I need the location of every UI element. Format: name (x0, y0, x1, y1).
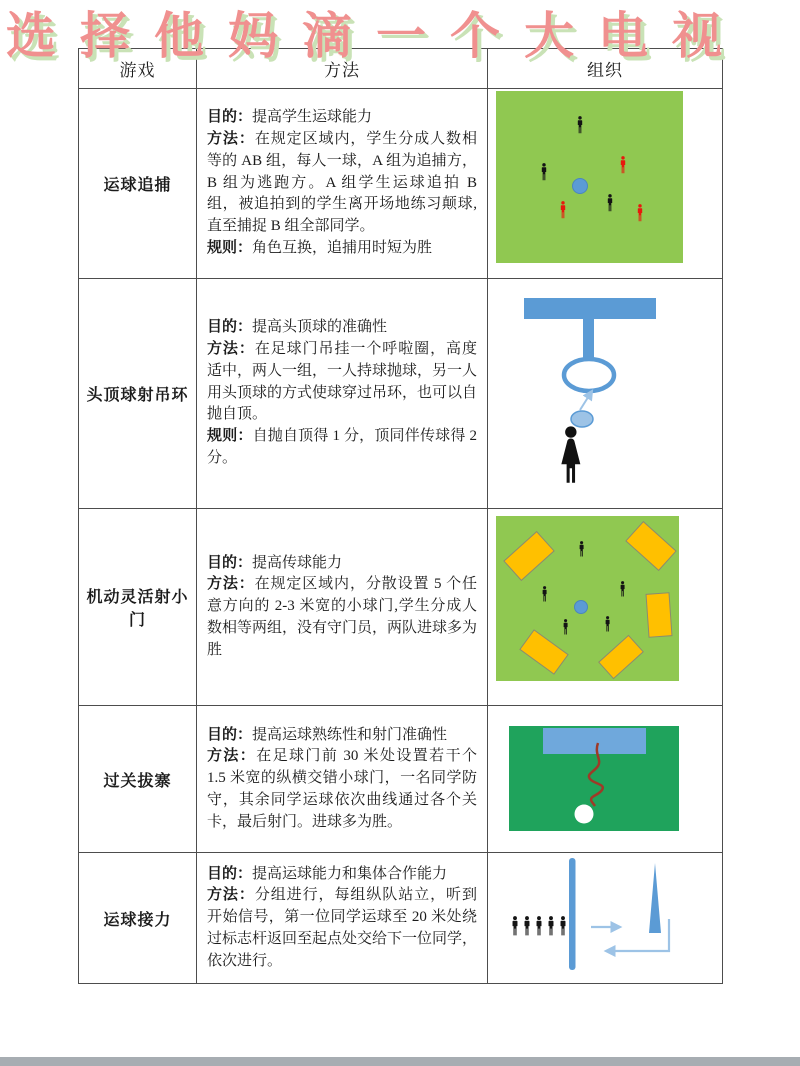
purpose-text: 提高学生运球能力 (252, 109, 373, 126)
method-text: 分组进行，每组纵队站立，听到开始信号，第一位同学运球至 20 米处绕过标志杆返回至起点处交给下一位同学，依次进行。 (207, 887, 478, 969)
diagram-relay (488, 853, 722, 983)
organization-cell (488, 509, 723, 706)
person-icon (525, 916, 530, 935)
diagram-small-goals (488, 509, 722, 705)
games-table (78, 48, 723, 984)
method-cell (197, 279, 488, 509)
method-text: 在足球门吊挂一个呼啦圈，高度适中，两人一组，一人持球抛球，另一人用头顶球的方式使球穿过吊环，也可以自抛自顶。 (207, 341, 478, 423)
method-label: 方法： (207, 576, 255, 593)
organization-cell (488, 706, 723, 853)
method-label: 方法： (207, 887, 255, 904)
purpose-label: 目的： (207, 726, 253, 743)
organization-cell (488, 89, 723, 279)
person-icon (513, 916, 518, 935)
purpose-text: 提高传球能力 (252, 554, 343, 571)
game-name: 运球接力 (79, 853, 197, 984)
method-label: 方法： (207, 748, 257, 765)
start-line (569, 858, 576, 970)
person-icon (549, 916, 554, 935)
header-method: 方法 (197, 49, 488, 89)
person-icon (561, 916, 566, 935)
purpose-text: 提高头顶球的准确性 (252, 319, 388, 336)
purpose-label: 目的： (207, 109, 253, 126)
purpose-label: 目的： (207, 319, 253, 336)
goal-crossbar (524, 298, 656, 319)
bottom-gray-bar (0, 1057, 800, 1066)
person-icon (561, 426, 580, 482)
field (496, 91, 683, 263)
table-row (79, 89, 723, 279)
header-organization: 组织 (488, 49, 723, 89)
goal-area (543, 728, 646, 754)
game-name: 运球追捕 (79, 89, 197, 279)
method-cell (197, 853, 488, 984)
diagram-dribbling-chase (488, 89, 722, 278)
purpose-text: 提高运球能力和集体合作能力 (252, 865, 448, 882)
method-cell (197, 706, 488, 853)
method-label: 方法： (207, 341, 255, 358)
method-cell (197, 89, 488, 279)
game-name: 过关拔寨 (79, 706, 197, 853)
table-header-row (79, 49, 723, 89)
ball-icon (573, 179, 588, 194)
game-name: 头顶球射吊环 (79, 279, 197, 509)
purpose-label: 目的： (207, 554, 253, 571)
table-row (79, 706, 723, 853)
organization-cell (488, 853, 723, 984)
diagram-slalom-shoot (488, 706, 722, 852)
rule-text: 自抛自顶得 1 分，顶同伴传球得 2 分。 (207, 428, 477, 466)
purpose-text: 提高运球熟练性和射门准确性 (252, 726, 448, 743)
table-row (79, 853, 723, 984)
method-text: 在规定区域内，分散设置 5 个任意方向的 2-3 米宽的小球门,学生分成人数相等两组，没有守门员，两队进球多为胜 (207, 576, 478, 658)
table-row (79, 509, 723, 706)
watermark-text: 选择他妈滴一个大电视 (6, 6, 746, 65)
marker-pole-icon (649, 863, 661, 933)
purpose-label: 目的： (207, 865, 253, 882)
ball-icon (575, 601, 588, 614)
rule-label: 规则： (207, 428, 253, 445)
rule-text: 角色互换，追捕用时短为胜 (252, 239, 433, 256)
rule-label: 规则： (207, 239, 253, 256)
method-text: 在规定区域内，学生分成人数相等的 AB 组，每人一球，A 组为追捕方，B 组为逃跑方。A 组学生运球追拍 B 组，被追拍到的学生离开场地练习颠球,直至捕捉 B 组全部同学。 (207, 131, 477, 235)
header-game: 游戏 (79, 49, 197, 89)
throw-arrow-icon (580, 391, 592, 410)
hoop-icon (564, 359, 614, 391)
ball-icon (575, 805, 594, 824)
game-name: 机动灵活射小门 (79, 509, 197, 706)
person-icon (537, 916, 542, 935)
ball-icon (571, 411, 593, 427)
method-text: 在足球门前 30 米处设置若干个 1.5 米宽的纵横交错小球门，一名同学防守，其余同学运球依次曲线通过各个关卡，最后射门。进球多为胜。 (207, 748, 477, 830)
method-label: 方法： (207, 131, 255, 148)
method-cell (197, 509, 488, 706)
goal-rect (646, 593, 672, 637)
table-row (79, 279, 723, 509)
diagram-heading-hoop (488, 279, 722, 508)
hanging-post (583, 319, 594, 358)
organization-cell (488, 279, 723, 509)
